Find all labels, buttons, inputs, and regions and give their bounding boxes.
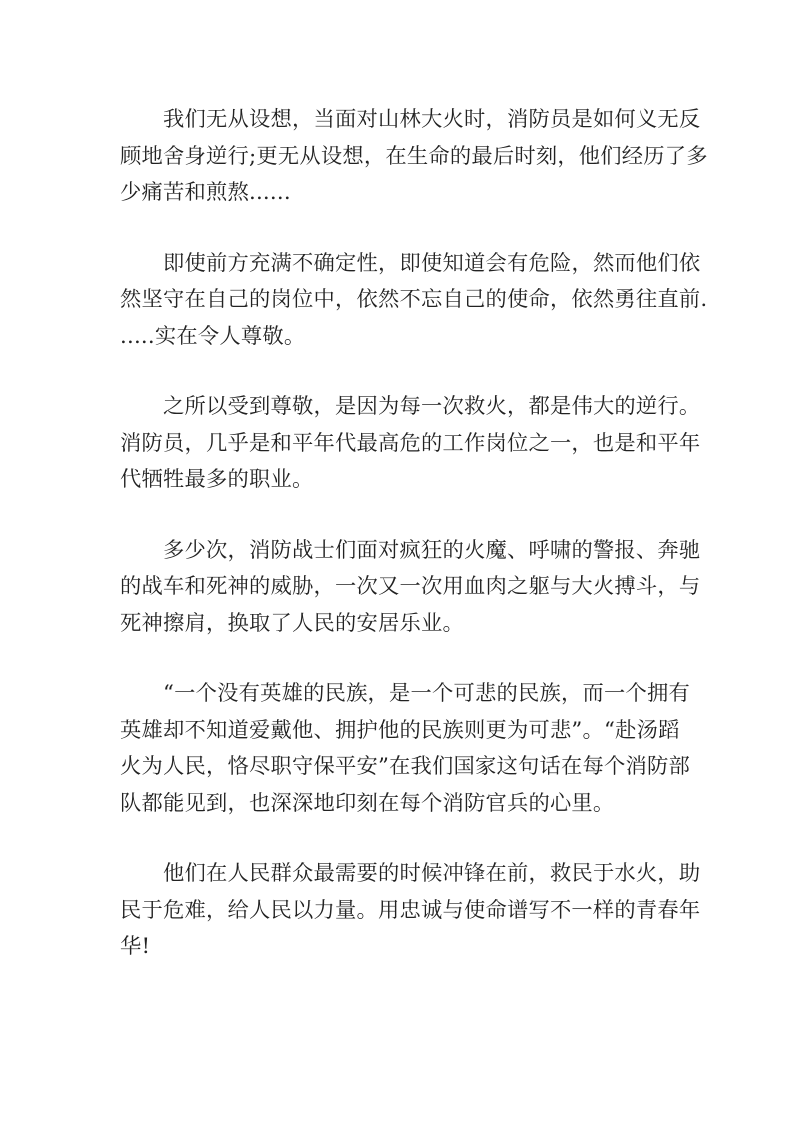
text-line: 华! xyxy=(120,934,151,959)
text-line: 火为人民，恪尽职守保平安”在我们国家这句话在每个消防部 xyxy=(120,754,691,779)
text-line: 顾地舍身逆行;更无从设想，在生命的最后时刻，他们经历了多 xyxy=(120,143,708,169)
text-line: 然坚守在自己的岗位中，依然不忘自己的使命，依然勇往直前. xyxy=(120,287,708,312)
text-line: 少痛苦和煎熬...... xyxy=(120,180,291,205)
text-line: 我们无从设想，当面对山林大火时，消防员是如何义无反 xyxy=(163,107,701,132)
text-line: 之所以受到尊敬，是因为每一次救火，都是伟大的逆行。 xyxy=(163,394,701,419)
text-line: “一个没有英雄的民族，是一个可悲的民族，而一个拥有 xyxy=(163,681,691,706)
text-line: 即使前方充满不确定性，即使知道会有危险，然而他们依 xyxy=(163,250,701,276)
text-line: 他们在人民群众最需要的时候冲锋在前，救民于水火，助 xyxy=(163,861,701,886)
text-line: 英雄却不知道爱戴他、拥护他的民族则更为可悲”。“赴汤蹈 xyxy=(120,717,680,743)
text-line: 队都能见到，也深深地印刻在每个消防官兵的心里。 xyxy=(120,790,615,816)
paragraph-2 xyxy=(120,246,708,356)
paragraph-5 xyxy=(120,676,690,822)
text-line: .....实在令人尊敬。 xyxy=(120,323,306,349)
text-line: 代牺牲最多的职业。 xyxy=(120,467,314,492)
text-line: 死神擦肩，换取了人民的安居乐业。 xyxy=(120,610,464,636)
document-body xyxy=(120,102,708,1000)
text-line: 民于危难，给人民以力量。用忠诚与使命谱写不一样的青春年 xyxy=(120,897,701,923)
text-line: 的战车和死神的威胁，一次又一次用血肉之躯与大火搏斗，与 xyxy=(120,574,701,599)
text-line: 多少次，消防战士们面对疯狂的火魔、呼啸的警报、奔驰 xyxy=(163,537,701,563)
paragraph-1 xyxy=(120,102,708,212)
paragraph-3 xyxy=(120,389,701,499)
paragraph-6 xyxy=(120,856,701,966)
text-line: 消防员，几乎是和平年代最高危的工作岗位之一，也是和平年 xyxy=(120,430,701,456)
paragraph-4 xyxy=(120,533,701,643)
